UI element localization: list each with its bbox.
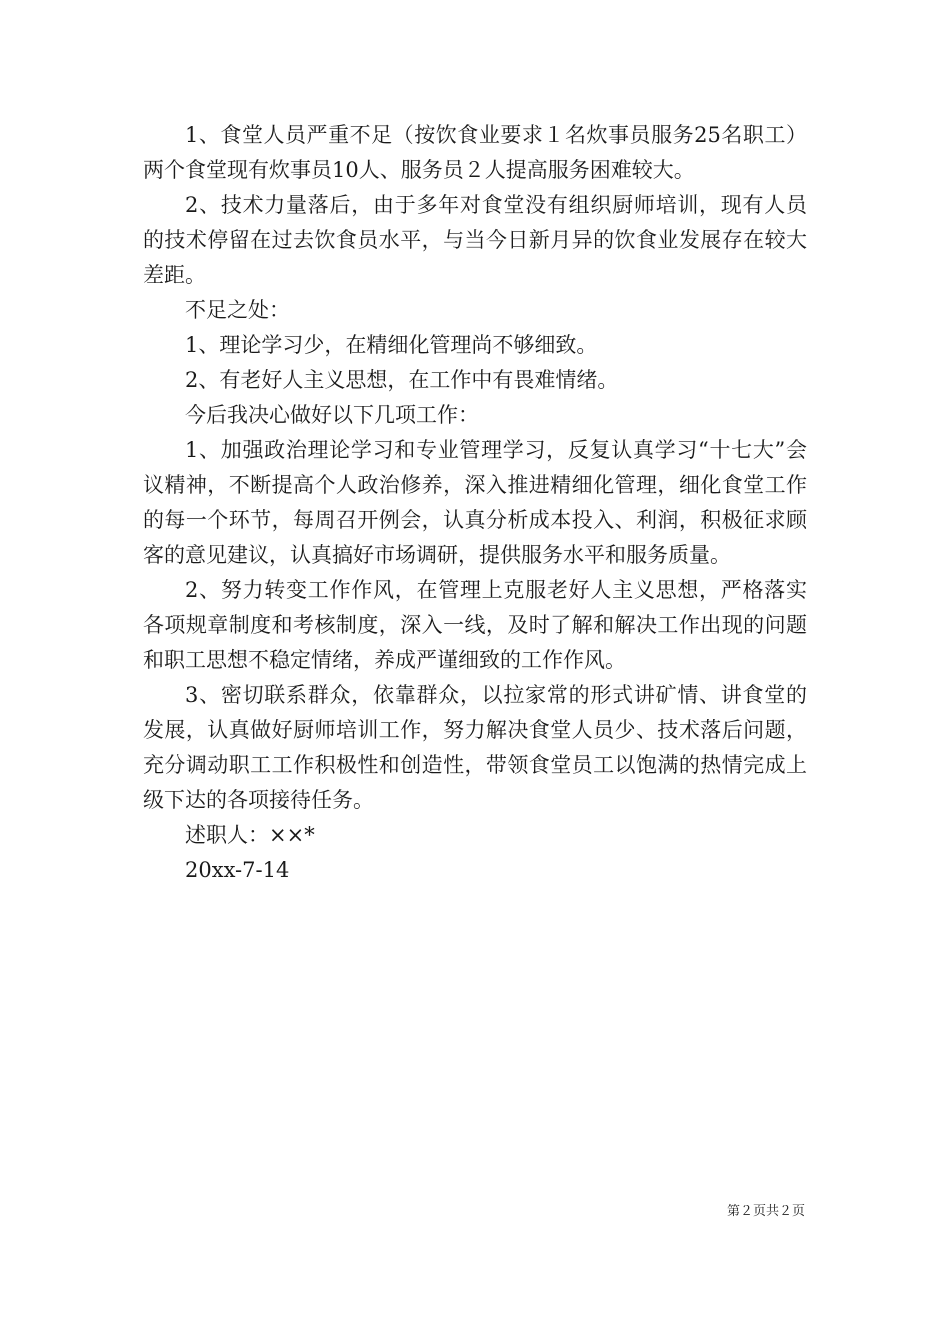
paragraph-future-work-heading: 今后我决心做好以下几项工作： [185,403,479,427]
date-line: 20xx-7-14 [185,858,290,882]
paragraph-shortcomings-heading: 不足之处： [185,298,290,322]
paragraph-future-work-1: 1、加强政治理论学习和专业管理学习，反复认真学习“十七大”会议精神，不断提高个人政治修养，深入推进精细化管理，细化食堂工作的每一个环节，每周召开例会，认真分析成本投入、利润，积极征求顾客的意见建议，认真搞好市场调研，提供服务水平和服务质量。 [143,438,807,567]
paragraph-future-work-2: 2、努力转变工作作风，在管理上克服老好人主义思想，严格落实各项规章制度和考核制度，深入一线，及时了解和解决工作出现的问题和职工思想不稳定情绪，养成严谨细致的工作作风。 [143,578,807,672]
paragraph-future-work-3: 3、密切联系群众，依靠群众，以拉家常的形式讲矿情、讲食堂的发展，认真做好厨师培训工作，努力解决食堂人员少、技术落后问题，充分调动职工工作积极性和创造性，带领食堂员工以饱满的热情完成上级下达的各项接待任务。 [143,683,807,812]
paragraph-shortcoming-2: 2、有老好人主义思想，在工作中有畏难情绪。 [185,368,619,392]
document-body [143,118,807,888]
signature-line: 述职人：××* [185,823,315,847]
paragraph-technical-weakness: 2、技术力量落后，由于多年对食堂没有组织厨师培训，现有人员的技术停留在过去饮食员水平，与当今日新月异的饮食业发展存在较大差距。 [143,193,807,287]
paragraph-staff-shortage: 1、食堂人员严重不足（按饮食业要求１名炊事员服务25名职工）两个食堂现有炊事员10人、服务员２人提高服务困难较大。 [143,123,807,182]
paragraph-shortcoming-1: 1、理论学习少，在精细化管理尚不够细致。 [185,333,598,357]
page-number-footer: 第２页共２页 [726,1204,805,1219]
